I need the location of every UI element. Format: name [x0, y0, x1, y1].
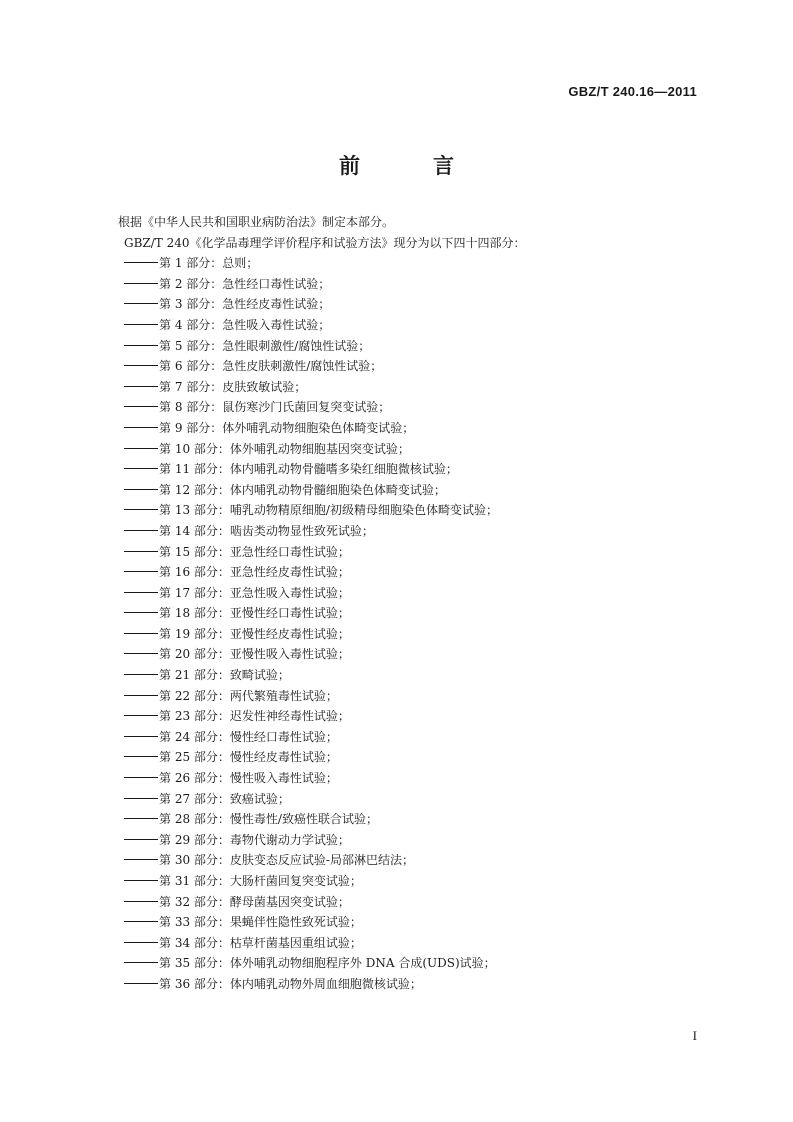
- list-item: [124, 830, 718, 851]
- list-item-text: 第 11 部分：体内哺乳动物骨髓嗜多染红细胞微核试验；: [159, 462, 458, 477]
- list-item-text: 第 25 部分：慢性经皮毒性试验；: [159, 750, 338, 765]
- list-item-text: 第 26 部分：慢性吸入毒性试验；: [159, 771, 338, 786]
- list-item-text: 第 1 部分：总则；: [159, 256, 259, 271]
- em-dash: [124, 798, 158, 799]
- list-item-text: 第 27 部分：致癌试验；: [159, 791, 290, 806]
- em-dash: [124, 942, 158, 943]
- list-item-text: 第 28 部分：慢性毒性/致癌性联合试验；: [159, 812, 378, 827]
- list-item: [124, 480, 718, 501]
- list-item-text: 第 32 部分：酵母菌基因突变试验；: [159, 894, 350, 909]
- list-item-text: 第 21 部分：致畸试验；: [159, 668, 290, 683]
- em-dash: [124, 283, 158, 284]
- list-item: [124, 274, 718, 295]
- list-item-text: 第 7 部分：皮肤致敏试验；: [159, 379, 307, 394]
- em-dash: [124, 674, 158, 675]
- list-item: [124, 706, 718, 727]
- list-item: [124, 583, 718, 604]
- list-item: [124, 418, 718, 439]
- em-dash: [124, 530, 158, 531]
- em-dash: [124, 921, 158, 922]
- list-item-text: 第 34 部分：枯草杆菌基因重组试验；: [159, 935, 362, 950]
- list-item: [124, 789, 718, 810]
- em-dash: [124, 365, 158, 366]
- list-item: [124, 294, 718, 315]
- em-dash: [124, 612, 158, 613]
- em-dash: [124, 303, 158, 304]
- list-item-text: 第 23 部分：迟发性神经毒性试验；: [159, 709, 350, 724]
- list-item-text: 第 3 部分：急性经皮毒性试验；: [159, 297, 331, 312]
- list-item-text: 第 13 部分：哺乳动物精原细胞/初级精母细胞染色体畸变试验；: [159, 503, 498, 518]
- list-item: [124, 336, 718, 357]
- list-item: [124, 315, 718, 336]
- page-title: 前 言: [339, 154, 480, 178]
- em-dash: [124, 345, 158, 346]
- list-item: [124, 397, 718, 418]
- intro-paragraph: GBZ/T 240《化学品毒理学评价程序和试验方法》现分为以下四十四部分：: [124, 235, 526, 250]
- em-dash: [124, 859, 158, 860]
- list-item-text: 第 12 部分：体内哺乳动物骨髓细胞染色体畸变试验；: [159, 482, 446, 497]
- em-dash: [124, 592, 158, 593]
- list-item-text: 第 19 部分：亚慢性经皮毒性试验；: [159, 626, 350, 641]
- parts-list: [118, 253, 718, 994]
- list-item: [124, 809, 718, 830]
- list-item-text: 第 35 部分：体外哺乳动物细胞程序外 DNA 合成(UDS)试验；: [159, 956, 496, 971]
- list-item-text: 第 9 部分：体外哺乳动物细胞染色体畸变试验；: [159, 420, 415, 435]
- list-item-text: 第 29 部分：毒物代谢动力学试验；: [159, 832, 350, 847]
- em-dash: [124, 715, 158, 716]
- list-item: [124, 974, 718, 995]
- list-item-text: 第 15 部分：亚急性经口毒性试验；: [159, 544, 350, 559]
- list-item: [124, 644, 718, 665]
- list-item: [124, 439, 718, 460]
- list-item: [124, 912, 718, 933]
- em-dash: [124, 386, 158, 387]
- em-dash: [124, 468, 158, 469]
- list-item-text: 第 5 部分：急性眼刺激性/腐蚀性试验；: [159, 338, 371, 353]
- list-item-text: 第 16 部分：亚急性经皮毒性试验；: [159, 565, 350, 580]
- list-item: [124, 500, 718, 521]
- em-dash: [124, 571, 158, 572]
- list-item: [124, 686, 718, 707]
- em-dash: [124, 509, 158, 510]
- list-item: [124, 871, 718, 892]
- list-item: [124, 542, 718, 563]
- em-dash: [124, 818, 158, 819]
- list-item: [124, 253, 718, 274]
- em-dash: [124, 653, 158, 654]
- list-item: [124, 665, 718, 686]
- em-dash: [124, 736, 158, 737]
- em-dash: [124, 489, 158, 490]
- list-item: [124, 459, 718, 480]
- em-dash: [124, 695, 158, 696]
- document-body: [118, 212, 718, 995]
- em-dash: [124, 406, 158, 407]
- em-dash: [124, 262, 158, 263]
- em-dash: [124, 962, 158, 963]
- list-item-text: 第 22 部分：两代繁殖毒性试验；: [159, 688, 338, 703]
- list-item-text: 第 10 部分：体外哺乳动物细胞基因突变试验；: [159, 441, 410, 456]
- list-item-text: 第 33 部分：果蝇伴性隐性致死试验；: [159, 915, 362, 930]
- list-item-text: 第 36 部分：体内哺乳动物外周血细胞微核试验；: [159, 976, 422, 991]
- list-item: [124, 727, 718, 748]
- em-dash: [124, 427, 158, 428]
- list-item: [124, 933, 718, 954]
- em-dash: [124, 901, 158, 902]
- list-item: [124, 521, 718, 542]
- intro-paragraph: 根据《中华人民共和国职业病防治法》制定本部分。: [118, 215, 395, 229]
- list-item: [124, 377, 718, 398]
- list-item-text: 第 24 部分：慢性经口毒性试验；: [159, 729, 338, 744]
- em-dash: [124, 777, 158, 778]
- standard-code: GBZ/T 240.16—2011: [568, 84, 697, 99]
- list-item-text: 第 8 部分：鼠伤寒沙门氏菌回复突变试验；: [159, 400, 391, 415]
- list-item: [124, 768, 718, 789]
- em-dash: [124, 983, 158, 984]
- em-dash: [124, 551, 158, 552]
- list-item: [124, 603, 718, 624]
- list-item-text: 第 14 部分：啮齿类动物显性致死试验；: [159, 523, 374, 538]
- list-item: [124, 953, 718, 974]
- em-dash: [124, 448, 158, 449]
- list-item-text: 第 2 部分：急性经口毒性试验；: [159, 276, 331, 291]
- list-item: [124, 562, 718, 583]
- em-dash: [124, 880, 158, 881]
- list-item: [124, 892, 718, 913]
- list-item-text: 第 18 部分：亚慢性经口毒性试验；: [159, 606, 350, 621]
- em-dash: [124, 324, 158, 325]
- list-item-text: 第 6 部分：急性皮肤刺激性/腐蚀性试验；: [159, 359, 383, 374]
- em-dash: [124, 756, 158, 757]
- em-dash: [124, 633, 158, 634]
- em-dash: [124, 839, 158, 840]
- page-number: I: [692, 1028, 697, 1043]
- list-item-text: 第 30 部分：皮肤变态反应试验-局部淋巴结法；: [159, 853, 414, 868]
- list-item-text: 第 4 部分：急性吸入毒性试验；: [159, 317, 331, 332]
- list-item: [124, 850, 718, 871]
- list-item: [124, 624, 718, 645]
- list-item: [124, 356, 718, 377]
- list-item-text: 第 31 部分：大肠杆菌回复突变试验；: [159, 874, 362, 888]
- list-item-text: 第 17 部分：亚急性吸入毒性试验；: [159, 585, 350, 600]
- list-item-text: 第 20 部分：亚慢性吸入毒性试验；: [159, 647, 350, 662]
- list-item: [124, 747, 718, 768]
